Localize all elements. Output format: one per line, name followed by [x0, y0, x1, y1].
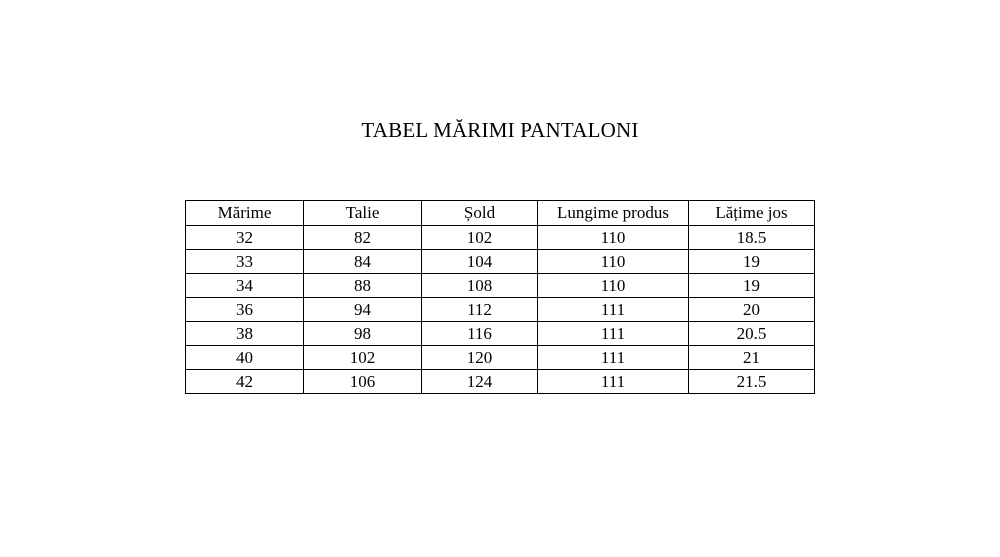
cell-size: 33 [186, 250, 304, 274]
cell-bottom-width: 21 [689, 346, 815, 370]
cell-bottom-width: 20 [689, 298, 815, 322]
header-bottom-width: Lățime jos [689, 201, 815, 226]
header-waist: Talie [304, 201, 422, 226]
cell-size: 34 [186, 274, 304, 298]
cell-size: 36 [186, 298, 304, 322]
cell-bottom-width: 20.5 [689, 322, 815, 346]
table-row [186, 370, 815, 394]
cell-length: 111 [538, 346, 689, 370]
cell-waist: 82 [304, 226, 422, 250]
cell-hip: 120 [422, 346, 538, 370]
cell-size: 38 [186, 322, 304, 346]
cell-hip: 112 [422, 298, 538, 322]
table-row [186, 322, 815, 346]
cell-length: 110 [538, 250, 689, 274]
cell-hip: 102 [422, 226, 538, 250]
cell-bottom-width: 19 [689, 274, 815, 298]
cell-bottom-width: 21.5 [689, 370, 815, 394]
document-title: TABEL MĂRIMI PANTALONI [361, 118, 639, 142]
header-hip: Șold [422, 201, 538, 226]
cell-hip: 108 [422, 274, 538, 298]
cell-size: 40 [186, 346, 304, 370]
cell-length: 111 [538, 322, 689, 346]
cell-bottom-width: 19 [689, 250, 815, 274]
table-row [186, 274, 815, 298]
table-row [186, 346, 815, 370]
cell-waist: 102 [304, 346, 422, 370]
cell-hip: 116 [422, 322, 538, 346]
cell-length: 111 [538, 370, 689, 394]
table-row [186, 250, 815, 274]
cell-size: 32 [186, 226, 304, 250]
cell-bottom-width: 18.5 [689, 226, 815, 250]
cell-length: 110 [538, 274, 689, 298]
cell-waist: 98 [304, 322, 422, 346]
header-size: Mărime [186, 201, 304, 226]
cell-waist: 88 [304, 274, 422, 298]
cell-waist: 106 [304, 370, 422, 394]
cell-waist: 94 [304, 298, 422, 322]
cell-hip: 104 [422, 250, 538, 274]
cell-length: 111 [538, 298, 689, 322]
cell-hip: 124 [422, 370, 538, 394]
cell-size: 42 [186, 370, 304, 394]
cell-length: 110 [538, 226, 689, 250]
header-length: Lungime produs [538, 201, 689, 226]
cell-waist: 84 [304, 250, 422, 274]
table-row [186, 298, 815, 322]
table-row [186, 226, 815, 250]
size-table [185, 200, 815, 394]
table-header-row [186, 201, 815, 226]
